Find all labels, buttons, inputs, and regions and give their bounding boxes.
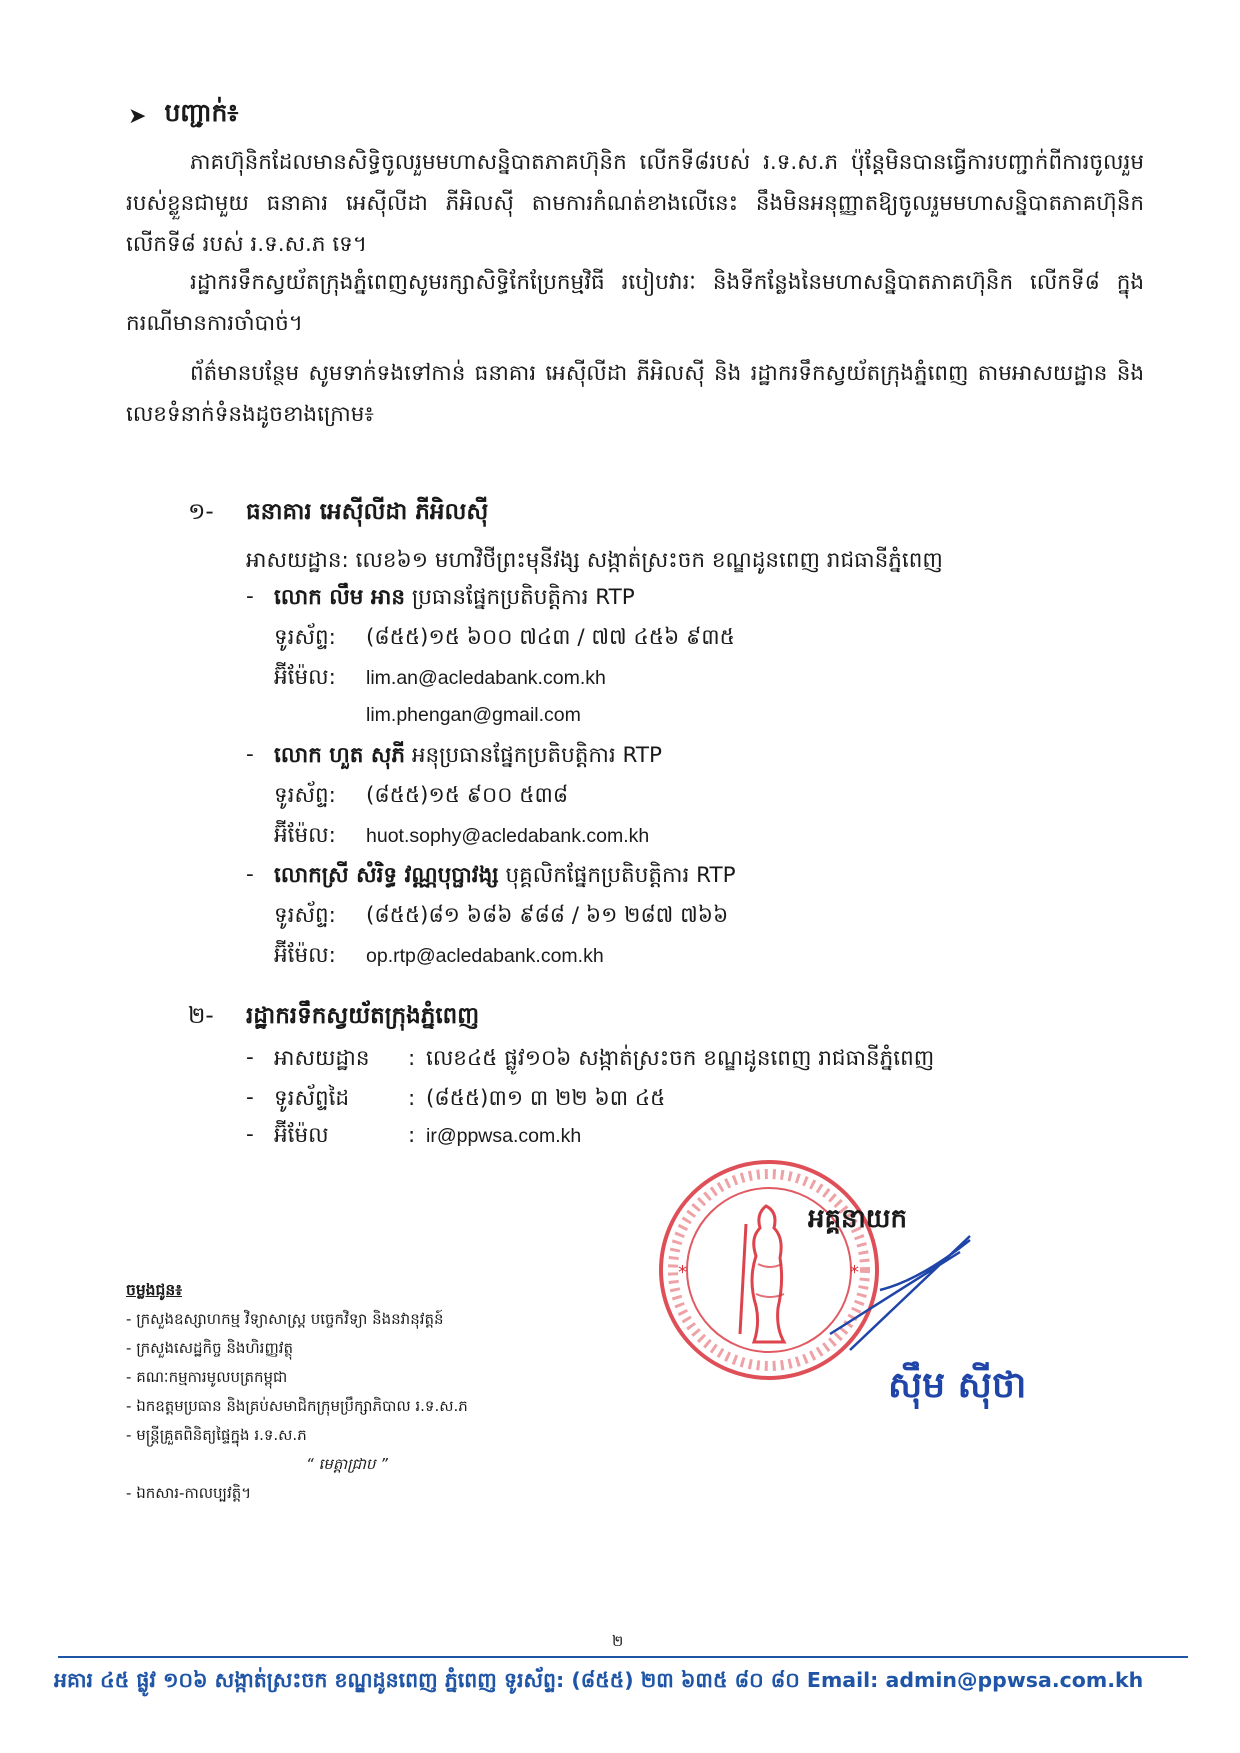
svg-text:*: * (678, 1262, 687, 1283)
person-1-email: អ៊ីម៉ែល: lim.an@acledabank.com.kh (274, 665, 606, 690)
ppwsa-phone-row: - ទូរស័ព្ទដៃ : (៨៥៥)៣១ ៣ ២២ ៦៣ ៤៥ (246, 1085, 666, 1111)
cc-item: - ឯកឧត្តមប្រធាន និងគ្រប់សមាជិកក្រុមប្រឹក្សាភិបាល រ.ទ.ស.ភ (126, 1397, 468, 1415)
person-3-email: អ៊ីម៉ែល: op.rtp@acledabank.com.kh (274, 943, 604, 968)
svg-text:*: * (850, 1262, 859, 1283)
cc-item: - ក្រសួងសេដ្ឋកិច្ច និងហិរញ្ញវត្ថុ (126, 1339, 294, 1357)
signature-scrawl-icon (810, 1230, 980, 1380)
person-3-name: លោកស្រី សំរិទ្ធ វណ្ណបុប្ផាវង្ស (274, 863, 499, 888)
email-link[interactable]: ir@ppwsa.com.kh (426, 1125, 582, 1147)
section-title: បញ្ជាក់៖ (164, 98, 239, 127)
person-1-line: - លោក លឹម អាន ប្រធានផ្នែកប្រតិបត្តិការ RTP (246, 584, 635, 610)
cc-item: - គណៈកម្មការមូលបត្រកម្ពុជា (126, 1368, 288, 1386)
person-1-email-2 (366, 702, 581, 727)
person-2-email: អ៊ីម៉ែល: huot.sophy@acledabank.com.kh (274, 823, 650, 848)
ppwsa-address-row: - អាសយដ្ឋាន : លេខ៤៥ ផ្លូវ១០៦ សង្កាត់ស្រះចក ខណ្ឌដូនពេញ រាជធានីភ្នំពេញ (246, 1045, 935, 1071)
paragraph-1: ភាគហ៊ុនិកដែលមានសិទ្ធិចូលរួមមហាសន្និបាតភាគហ៊ុនិក លើកទី៨របស់ រ.ទ.ស.ភ ប៉ុន្តែមិនបានធ្វើការបញ្ជាក់ពីការចូលរួមរបស់ខ្លួនជាមួយ ធនាគារ អេស៊ីលីដា ភីអិលស៊ី តាមការកំណត់ខាងលើនេះ នឹងមិនអនុញ្ញាតឱ្យចូលរួមមហាសន្និបាតភាគហ៊ុនិក លើកទី៨ របស់ រ.ទ.ស.ភ ទេ។ (126, 150, 1144, 257)
ppwsa-email-row: - អ៊ីម៉ែល : ir@ppwsa.com.kh (246, 1122, 582, 1148)
person-2-line: - លោក ហួត សុភី អនុប្រធានផ្នែកប្រតិបត្តិការ RTP (246, 742, 663, 768)
acleda-address: អាសយដ្ឋាន: លេខ៦១ មហាវិថីព្រះមុនីវង្ស សង្កាត់ស្រះចក ខណ្ឌដូនពេញ រាជធានីភ្នំពេញ (246, 548, 943, 573)
email-link[interactable]: op.rtp@acledabank.com.kh (366, 945, 604, 967)
cc-note: “ មេត្តាជ្រាប ” (306, 1455, 388, 1473)
cc-item: - មន្ត្រីគ្រួតពិនិត្យផ្ទៃក្នុង រ.ទ.ស.ភ (126, 1426, 307, 1444)
person-1-phone: ទូរស័ព្ទ: (៨៥៥)១៥ ៦០០ ៧៤៣ / ៧៧ ៤៥៦ ៩៣៥ (274, 625, 735, 650)
person-1-role: ប្រធានផ្នែកប្រតិបត្តិការ RTP (411, 585, 635, 610)
page-number: ២ (612, 1632, 624, 1650)
paragraph-3: ព័ត៌មានបន្ថែម សូមទាក់ទងទៅកាន់ ធនាគារ អេស៊ីលីដា ភីអិលស៊ី និង រដ្ឋាករទឹកស្វយ័តក្រុងភ្នំពេញ តាមអាសយដ្ឋាន និងលេខទំនាក់ទំនងដូចខាងក្រោម៖ (126, 361, 1144, 427)
email-link[interactable]: lim.an@acledabank.com.kh (366, 667, 606, 689)
cc-title: ចម្លងជូន៖ (126, 1281, 183, 1299)
contact-acleda-heading: ១- ធនាគារ អេស៊ីលីដា ភីអិលស៊ី (188, 499, 489, 525)
cc-list (126, 1276, 468, 1508)
person-3-phone: ទូរស័ព្ទ: (៨៥៥)៨១ ៦៨៦ ៩៨៨ / ៦១ ២៨៧ ៧៦៦ (274, 903, 729, 928)
cc-item: - ឯកសារ-កាលប្បវត្តិ។ (126, 1484, 252, 1502)
person-2-name: លោក ហួត សុភី (274, 743, 405, 768)
cc-item: - ក្រសួងឧស្សាហកម្ម វិទ្យាសាស្ត្រ បច្ចេកវិទ្យា និងនវានុវត្តន៍ (126, 1310, 444, 1328)
person-3-line: - លោកស្រី សំរិទ្ធ វណ្ណបុប្ផាវង្ស បុគ្គលិកផ្នែកប្រតិបត្តិការ RTP (246, 862, 736, 888)
signatory-title: អគ្គនាយក (808, 1204, 908, 1234)
person-2-role: អនុប្រធានផ្នែកប្រតិបត្តិការ RTP (411, 743, 663, 768)
contact-ppwsa-heading: ២- រដ្ឋាករទឹកស្វយ័តក្រុងភ្នំពេញ (188, 1003, 480, 1029)
email-link[interactable]: lim.phengan@gmail.com (366, 704, 581, 726)
paragraph-2: រដ្ឋាករទឹកស្វយ័តក្រុងភ្នំពេញសូមរក្សាសិទ្ធិកែប្រែកម្មវិធី របៀបវារៈ និងទីកន្លែងនៃមហាសន្និបាតភាគហ៊ុនិក លើកទី៨ ក្នុងករណីមានការចាំបាច់។ (126, 270, 1144, 336)
footer-divider (58, 1656, 1188, 1658)
email-link[interactable]: huot.sophy@acledabank.com.kh (366, 825, 650, 847)
person-1-name: លោក លឹម អាន (274, 585, 405, 610)
footer-address: អគារ ៤៥ ផ្លូវ ១០៦ សង្កាត់ស្រះចក ខណ្ឌដូនពេញ ភ្នំពេញ ទូរស័ព្ទ: (៨៥៥) ២៣ ៦៣៥ ៨០ ៨០ Email: admin@ppwsa.com.kh (54, 1668, 1144, 1692)
person-3-role: បុគ្គលិកផ្នែកប្រតិបត្តិការ RTP (505, 863, 736, 888)
person-2-phone: ទូរស័ព្ទ: (៨៥៥)១៥ ៩០០ ៥៣៨ (274, 783, 569, 808)
signatory-name: ស៊ឹម ស៊ីថា (888, 1365, 1027, 1406)
arrow-bullet-icon: ➤ (128, 103, 147, 129)
section-heading (128, 98, 238, 134)
